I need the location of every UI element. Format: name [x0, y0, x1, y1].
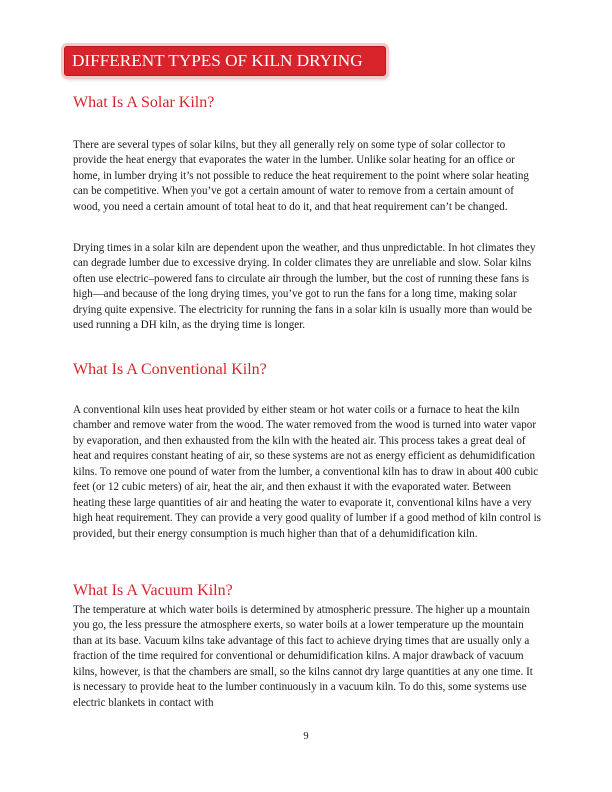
paragraph-conventional-1: A conventional kiln uses heat provided by either steam or hot water coils or a furnace to heat the kiln chamber and remove water from the wood. The water removed from the wood is turned into water vapor by evaporation, and then exhausted from the kiln with the heated air. This process takes a great deal of heat and requires constant heating of air, so these systems are not as energy efficient as dehumidification kilns. To remove one pound of water from the lumber, a conventional kiln has to draw in about 400 cubic feet (or 12 cubic meters) of air, heat the air, and then exhaust it with the evaporated water. Between heating these large quantities of air and heating the water to evaporate it, conventional kilns have a very high heat requirement. They can provide a very good quality of lumber if a good method of kiln control is provided, but their energy consumption is much higher than that of a dehumidification kiln.: [73, 404, 541, 540]
section-banner: [64, 46, 386, 76]
heading-solar-kiln: What Is A Solar Kiln?: [73, 94, 215, 111]
paragraph-vacuum-1: The temperature at which water boils is determined by atmospheric pressure. The higher up a mountain you go, the less pressure the atmosphere exerts, so water boils at a lower temperature up the mountain than at its base. Vacuum kilns take advantage of this fact to achieve drying times that are usually only a fraction of the time required for conventional or dehumidification kilns. A major drawback of vacuum kilns, however, is that the chambers are small, so the kilns cannot dry large quantities at any one time. It is necessary to provide heat to the lumber continuously in a vacuum kiln. To do this, some systems use electric blankets in contact with: [73, 604, 533, 709]
banner-title: DIFFERENT TYPES OF KILN DRYING: [72, 51, 363, 70]
paragraph-solar-2: Drying times in a solar kiln are dependent upon the weather, and thus unpredictable. In hot climates they can degrade lumber due to excessive drying. In colder climates they are unreliable and slow. Solar kilns often use electric–powered fans to circulate air through the lumber, but the cost of running these fans is high—and because of the long drying times, you’ve got to run the fans for a long time, making solar drying quite expensive. The electricity for running the fans in a solar kiln is usually more than would be used running a DH kiln, as the drying time is longer.: [73, 242, 536, 332]
page-number: 9: [303, 731, 309, 742]
paragraph-solar-1: There are several types of solar kilns, but they all generally rely on some type of solar collector to provide the heat energy that evaporates the water in the lumber. Unlike solar heating for an office or home, in lumber drying it’s not possible to reduce the heat requirement to the point where solar heating can be competitive. When you’ve got a certain amount of water to remove from a certain amount of wood, you need a certain amount of total heat to do it, and that heat requirement can’t be changed.: [73, 139, 529, 213]
heading-vacuum-kiln: What Is A Vacuum Kiln?: [73, 582, 233, 599]
heading-conventional-kiln: What Is A Conventional Kiln?: [73, 361, 267, 378]
